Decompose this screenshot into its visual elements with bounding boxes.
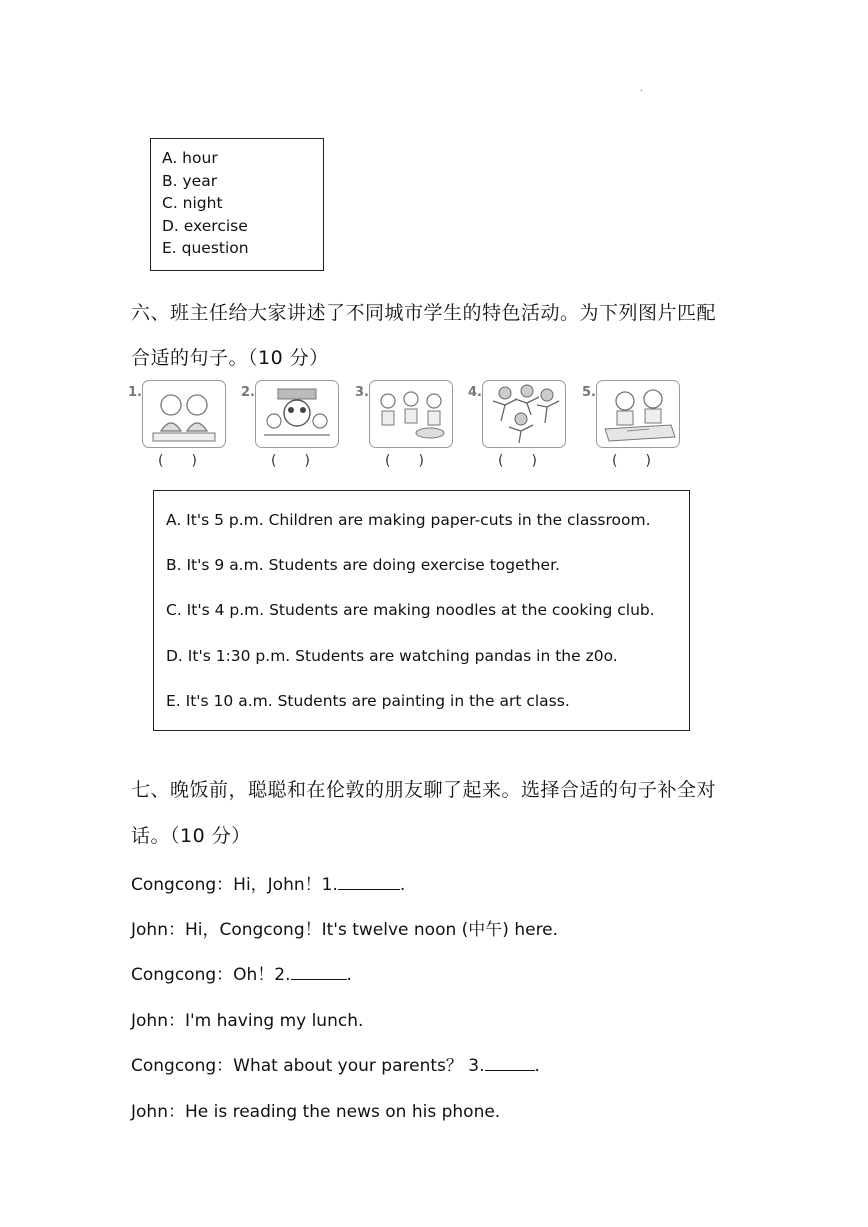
- picture-item: [468, 378, 578, 468]
- picture-number: 1.: [128, 385, 142, 400]
- sentence-option-box: [153, 490, 690, 731]
- dialog-end: .: [346, 965, 352, 985]
- dialog-line: [131, 1051, 540, 1076]
- dialog-text: He is reading the news on his phone.: [184, 1102, 501, 1122]
- answer-blank[interactable]: [338, 875, 400, 890]
- speaker-name: John：: [131, 1011, 185, 1031]
- word-option-box: [150, 138, 324, 271]
- painting-picture: [596, 380, 680, 448]
- picture-row: [128, 378, 688, 468]
- dialog-line: [131, 1097, 500, 1122]
- section7-heading-line2: 话。（10 分）: [131, 825, 251, 847]
- answer-parentheses: ( ): [612, 453, 651, 469]
- section7-heading-line1: 七、晚饭前，聪聪和在伦敦的朋友聊了起来。选择合适的句子补全对: [131, 779, 717, 801]
- speaker-name: Congcong：: [131, 1056, 234, 1076]
- speaker-name: Congcong：: [131, 965, 234, 985]
- picture-item: [128, 378, 238, 468]
- sentence-option: E. It's 10 a.m. Students are painting in the art class.: [166, 692, 570, 710]
- picture-item: [241, 378, 351, 468]
- word-option: A. hour: [162, 149, 218, 167]
- sentence-option: C. It's 4 p.m. Students are making noodles at the cooking club.: [166, 601, 655, 619]
- word-option: B. year: [162, 171, 218, 190]
- picture-item: [582, 378, 692, 468]
- word-option: D. exercise: [162, 216, 248, 235]
- answer-parentheses: ( ): [385, 453, 424, 469]
- speaker-name: John：: [131, 920, 185, 940]
- picture-number: 5.: [582, 385, 596, 400]
- cooking-noodles-picture: [369, 380, 453, 448]
- picture-number: 3.: [355, 385, 369, 400]
- dialog-text: What about your parents？ 3.: [233, 1056, 485, 1076]
- dialog-text: Oh！2.: [233, 965, 291, 985]
- dialog-end: .: [399, 875, 406, 895]
- answer-parentheses: ( ): [498, 453, 537, 469]
- sentence-option: D. It's 1:30 p.m. Students are watching pandas in the z0o.: [166, 647, 618, 665]
- exercise-picture: [482, 380, 566, 448]
- sentence-option: A. It's 5 p.m. Children are making paper-cuts in the classroom.: [166, 511, 651, 529]
- answer-blank[interactable]: [485, 1056, 535, 1071]
- sentence-option: B. It's 9 a.m. Students are doing exercise together.: [166, 556, 560, 574]
- section6-heading-line1: 六、班主任给大家讲述了不同城市学生的特色活动。为下列图片匹配: [131, 302, 717, 324]
- speaker-name: Congcong：: [131, 875, 234, 895]
- dialog-line: [131, 915, 558, 940]
- word-option: E. question: [162, 239, 249, 258]
- picture-number: 2.: [241, 385, 255, 400]
- dialog-text: I'm having my lunch.: [184, 1011, 364, 1031]
- page-mark: .: [640, 84, 643, 94]
- dialog-line: [131, 870, 405, 895]
- answer-blank[interactable]: [291, 965, 347, 980]
- answer-parentheses: ( ): [271, 453, 310, 469]
- dialog-line: [131, 960, 352, 985]
- speaker-name: John：: [131, 1102, 185, 1122]
- picture-number: 4.: [468, 385, 482, 400]
- dialog-text: Hi，Congcong！It's twelve noon (中午) here.: [184, 920, 559, 940]
- dialog-text: Hi，John！1.: [233, 875, 338, 895]
- word-option: C. night: [162, 194, 223, 213]
- section6-heading-line2: 合适的句子。（10 分）: [131, 347, 329, 369]
- picture-item: [355, 378, 465, 468]
- dialog-line: [131, 1006, 363, 1031]
- panda-zoo-picture: [255, 380, 339, 448]
- children-paper-cut-picture: [142, 380, 226, 448]
- answer-parentheses: ( ): [158, 453, 197, 469]
- dialog-end: .: [534, 1056, 540, 1076]
